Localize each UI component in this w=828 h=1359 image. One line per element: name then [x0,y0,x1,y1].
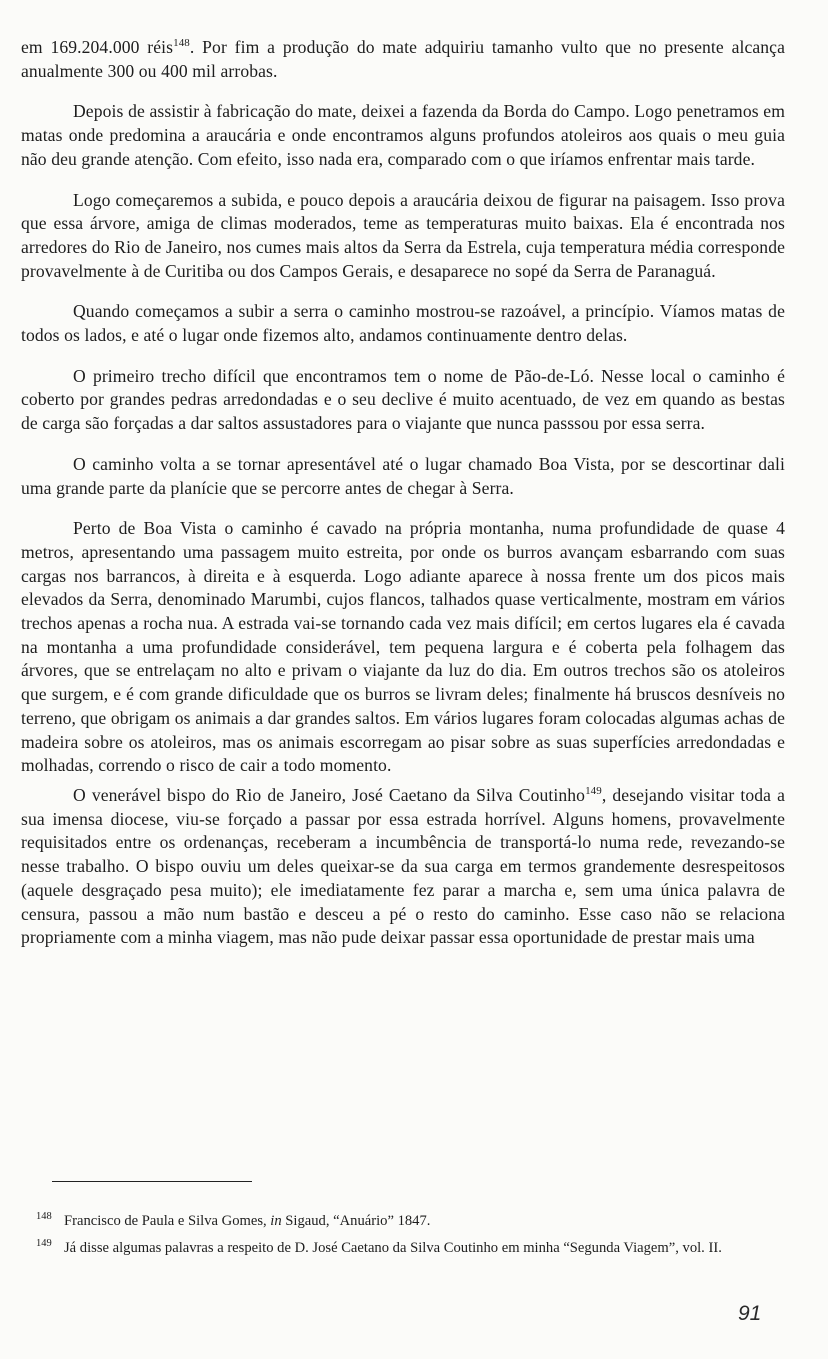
paragraph-1 [21,36,785,83]
paragraph-text: , desejando visitar toda a sua imensa diocese, viu-se forçado a passar por essa estrada horrível. Alguns homens, provavelmente requisitados entre os ordenanças, receberam a incumbência de transportá-lo numa rede, revezando-se nesse trabalho. O bispo ouviu um deles queixar-se da sua carga em termos grandemente desrespeitosos (aquele desgraçado pesa muito); ele imediatamente fez parar a marcha e, sem uma única palavra de censura, passou a mão num bastão e desceu a pé o resto do caminho. Esse caso não se relaciona propriamente com a minha viagem, mas não pude deixar passar essa oportunidade de prestar mais uma [21,784,785,948]
paragraph-text: . Por fim a produção do mate adquiriu tamanho vulto que no presente alcança anualmente 300 ou 400 mil arrobas. [21,37,786,81]
paragraph-2: Depois de assistir à fabricação do mate, deixei a fazenda da Borda do Campo. Logo penetramos em matas onde predomina a araucária e onde encontramos alguns profundos atoleiros aos quais o meu guia não deu grande atenção. Com efeito, isso nada era, comparado com o que iríamos enfrentar mais tarde. [21,101,785,169]
paragraph-text: em 169.204.000 réis [21,37,174,57]
footnote-number: 148 [36,1211,52,1222]
footnote-text: Francisco de Paula e Silva Gomes, [64,1213,271,1229]
paragraph-6: O caminho volta a se tornar apresentável até o lugar chamado Boa Vista, por se descortinar dali uma grande parte da planície que se percorre antes de chegar à Serra. [21,453,785,498]
footnote-text: Sigaud, “Anuário” 1847. [281,1213,431,1229]
footnote-148 [36,1207,784,1232]
footnote-149 [36,1234,784,1259]
footnote-ref[interactable]: 148 [173,37,190,49]
footnote-italic: in [270,1213,282,1229]
paragraph-8 [21,784,785,950]
footnote-number: 149 [36,1238,52,1249]
footnote-ref[interactable]: 149 [585,784,602,797]
paragraph-3: Logo começaremos a subida, e pouco depois a araucária deixou de figurar na paisagem. Isso prova que essa árvore, amiga de climas moderados, teme as temperaturas muito baixas. Ela é encontrada nos arredores do Rio de Janeiro, nos cumes mais altos da Serra da Estrela, cuja temperatura média corresponde provavelmente à de Curitiba ou dos Campos Gerais, e desaparece no sopé da Serra de Paranaguá. [21,189,785,281]
page-body [21,36,785,950]
footnote-divider [52,1181,252,1182]
paragraph-4: Quando começamos a subir a serra o caminho mostrou-se razoável, a princípio. Víamos matas de todos os lados, e até o lugar onde fizemos alto, andamos continuamente dentro delas. [21,301,785,346]
paragraph-text: O venerável bispo do Rio de Janeiro, José Caetano da Silva Coutinho [73,784,586,805]
paragraph-5: O primeiro trecho difícil que encontramos tem o nome de Pão-de-Ló. Nesse local o caminho é coberto por grandes pedras arredondadas e o seu declive é muito acentuado, de vez em quando as bestas de carga são forçadas a dar saltos assustadores para o viajante que nunca passsou por essa serra. [21,365,785,434]
paragraph-7: Perto de Boa Vista o caminho é cavado na própria montanha, numa profundidade de quase 4 metros, apresentando uma passagem muito estreita, por onde os burros avançam esbarrando com suas cargas nos barrancos, à direita e à esquerda. Logo adiante aparece à nossa frente um dos picos mais elevados da Serra, denominado Marumbi, cujos flancos, talhados quase verticalmente, mostram em vários trechos apenas a rocha nua. A estrada vai-se tornando cada vez mais difícil; em certos lugares ela é cavada na montanha a uma profundidade considerável, tem pequena largura e é coberta pela folhagem das árvores, que se entrelaçam no alto e privam o viajante da luz do dia. Em outros trechos são os atoleiros que surgem, e é com grande dificuldade que os burros se livram deles; finalmente há bruscos desníveis no terreno, que obrigam os animais a dar grandes saltos. Em vários lugares foram colocadas algumas achas de madeira sobre os atoleiros, mas os animais escorregam ao pisar sobre as suas superfícies arredondadas e molhadas, correndo o risco de cair a todo momento. [21,518,785,776]
footnote-text: Já disse algumas palavras a respeito de D. José Caetano da Silva Coutinho em minha “Segunda Viagem”, vol. II. [64,1240,722,1256]
page-number: 91 [738,1302,762,1325]
